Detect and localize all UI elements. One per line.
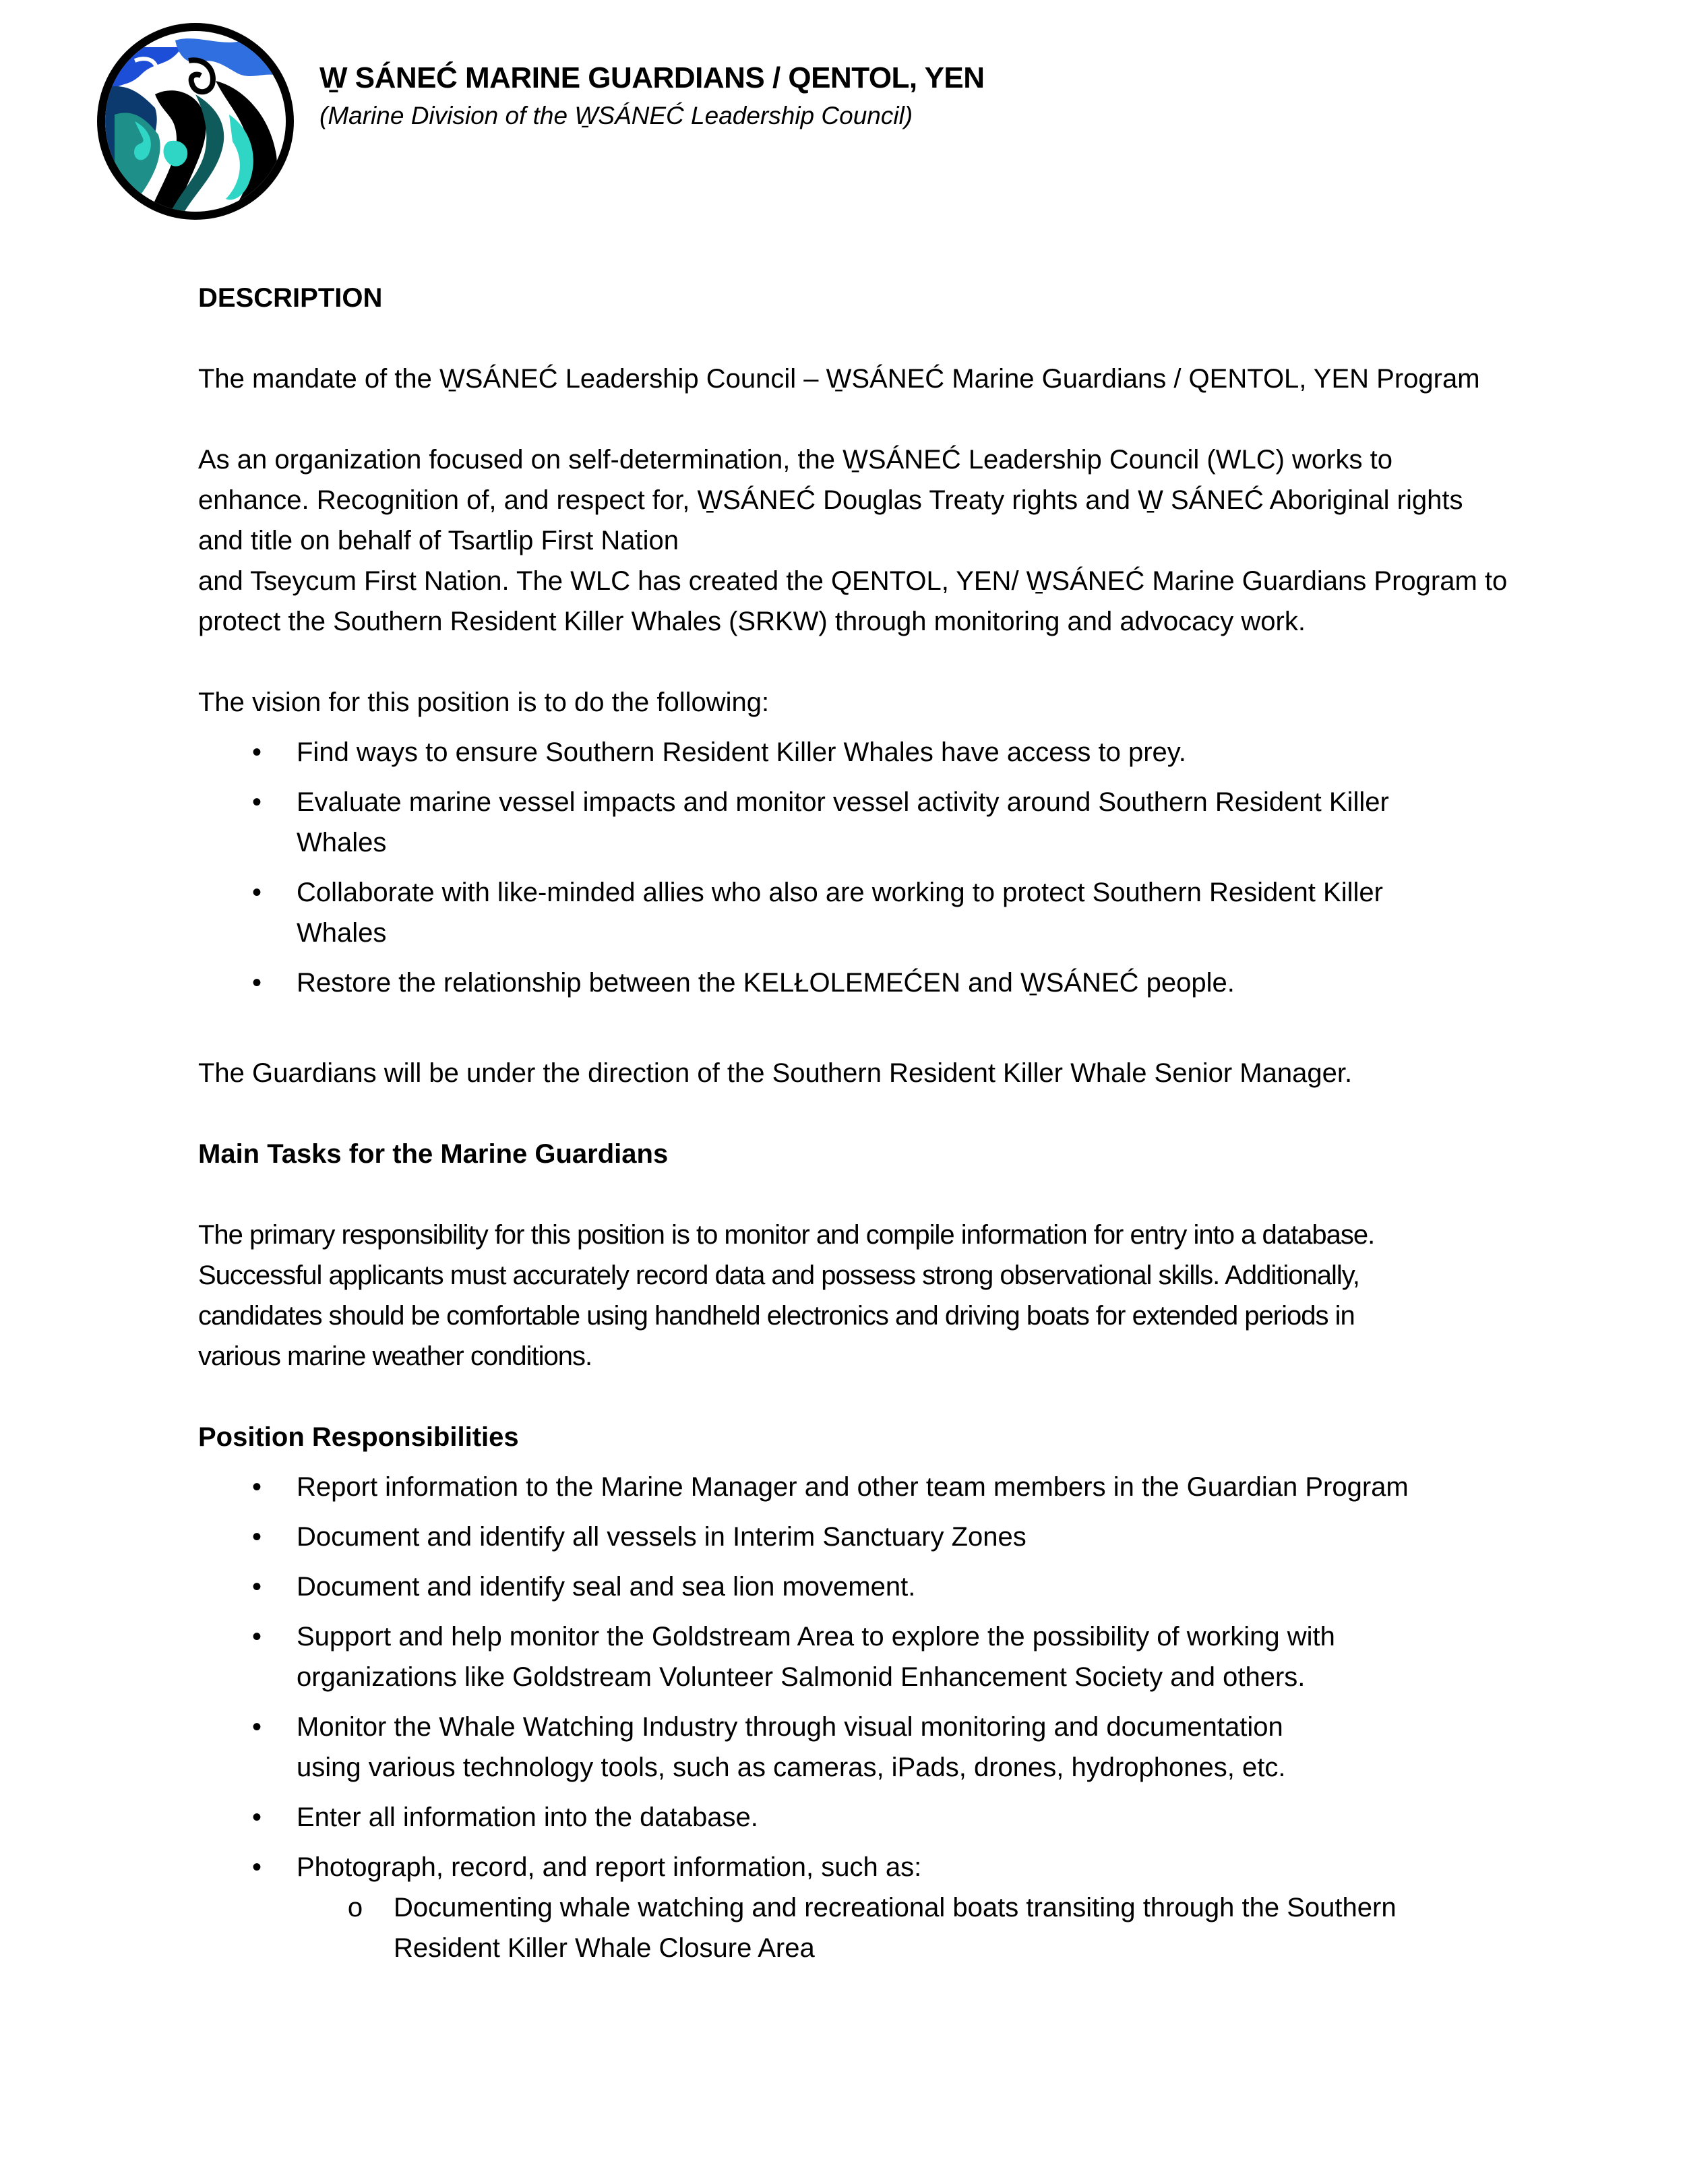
bullet-icon: • <box>251 1522 262 1552</box>
list-item <box>198 1797 1519 1838</box>
bullet-icon: • <box>251 968 262 998</box>
mandate-text: The mandate of the W̱SÁNEĆ Leadership Council – W̱SÁNEĆ Marine Guardians / QENTOL, YEN Program <box>198 364 1480 394</box>
list-item <box>198 782 1519 863</box>
list-item-text: Enter all information into the database. <box>297 1802 758 1832</box>
bullet-icon: • <box>251 1472 262 1502</box>
intro-line: As an organization focused on self-determination, the W̱SÁNEĆ Leadership Council (WLC) works to <box>198 445 1392 475</box>
list-item-text: Evaluate marine vessel impacts and monitor vessel activity around Southern Resident Killer <box>297 787 1389 817</box>
bullet-icon: • <box>251 1802 262 1832</box>
org-subtitle: (Marine Division of the W̱SÁNEĆ Leadership Council) <box>319 102 913 129</box>
document-body <box>198 278 1519 1978</box>
bullet-icon: • <box>251 1852 262 1882</box>
list-item-text: Whales <box>297 918 387 948</box>
bullet-icon: • <box>251 737 262 767</box>
main-tasks-line: Successful applicants must accurately record data and possess strong observational skills. Additionally, <box>198 1261 1359 1290</box>
list-item <box>198 1707 1519 1788</box>
main-tasks-line: candidates should be comfortable using handheld electronics and driving boats for extended periods in <box>198 1301 1355 1331</box>
list-item-text: Whales <box>297 828 387 857</box>
responsibilities-heading: Position Responsibilities <box>198 1422 519 1452</box>
sub-list <box>198 1887 1519 1968</box>
list-item-text: using various technology tools, such as cameras, iPads, drones, hydrophones, etc. <box>297 1753 1286 1782</box>
list-item <box>198 732 1519 772</box>
main-tasks-heading: Main Tasks for the Marine Guardians <box>198 1139 669 1169</box>
list-item-text: Collaborate with like-minded allies who also are working to protect Southern Resident Killer <box>297 878 1383 907</box>
sub-list-item-text: Resident Killer Whale Closure Area <box>394 1933 815 1963</box>
guardians-logo <box>94 20 297 222</box>
direction-text: The Guardians will be under the direction of the Southern Resident Killer Whale Senior Manager. <box>198 1058 1353 1088</box>
list-item-text: Report information to the Marine Manager and other team members in the Guardian Program <box>297 1472 1409 1502</box>
sub-list-item <box>198 1887 1519 1968</box>
circle-bullet-icon: o <box>347 1893 363 1922</box>
list-item <box>198 872 1519 953</box>
list-item <box>198 1467 1519 1507</box>
intro-paragraph <box>198 439 1519 642</box>
list-item <box>198 963 1519 1003</box>
org-name: W̱ SÁNEĆ MARINE GUARDIANS / QENTOL, YEN <box>319 61 985 94</box>
list-item-text: Document and identify all vessels in Interim Sanctuary Zones <box>297 1522 1027 1552</box>
list-item <box>198 1517 1519 1557</box>
bullet-icon: • <box>251 787 262 817</box>
list-item-text: Photograph, record, and report information, such as: <box>297 1852 922 1882</box>
main-tasks-line: The primary responsibility for this position is to monitor and compile information for entry into a database. <box>198 1220 1375 1250</box>
main-tasks-paragraph <box>198 1215 1519 1376</box>
intro-line: and title on behalf of Tsartlip First Nation <box>198 526 679 555</box>
responsibilities-list <box>198 1467 1519 1968</box>
list-item-text: Find ways to ensure Southern Resident Killer Whales have access to prey. <box>297 737 1186 767</box>
list-item-text: Support and help monitor the Goldstream Area to explore the possibility of working with <box>297 1622 1335 1651</box>
sub-list-item-text: Documenting whale watching and recreational boats transiting through the Southern <box>394 1893 1397 1922</box>
intro-line: and Tseycum First Nation. The WLC has created the QENTOL, YEN/ W̱SÁNEĆ Marine Guardians Program to <box>198 566 1508 596</box>
list-item <box>198 1616 1519 1697</box>
vision-intro: The vision for this position is to do the following: <box>198 688 770 717</box>
description-heading: DESCRIPTION <box>198 283 383 313</box>
bullet-icon: • <box>251 1622 262 1651</box>
list-item-text: Restore the relationship between the KELŁOLEMEĆEN and W̱SÁNEĆ people. <box>297 968 1235 998</box>
intro-line: enhance. Recognition of, and respect for, W̱SÁNEĆ Douglas Treaty rights and W̱ SÁNEĆ Aboriginal rights <box>198 485 1463 515</box>
bullet-icon: • <box>251 1572 262 1602</box>
list-item-text: Document and identify seal and sea lion movement. <box>297 1572 916 1602</box>
vision-list <box>198 732 1519 1003</box>
bullet-icon: • <box>251 878 262 907</box>
main-tasks-line: various marine weather conditions. <box>198 1341 592 1371</box>
list-item-text: organizations like Goldstream Volunteer Salmonid Enhancement Society and others. <box>297 1662 1306 1692</box>
bullet-icon: • <box>251 1712 262 1742</box>
intro-line: protect the Southern Resident Killer Whales (SRKW) through monitoring and advocacy work. <box>198 607 1306 636</box>
list-item <box>198 1567 1519 1607</box>
list-item <box>198 1847 1519 1968</box>
list-item-text: Monitor the Whale Watching Industry through visual monitoring and documentation <box>297 1712 1283 1742</box>
